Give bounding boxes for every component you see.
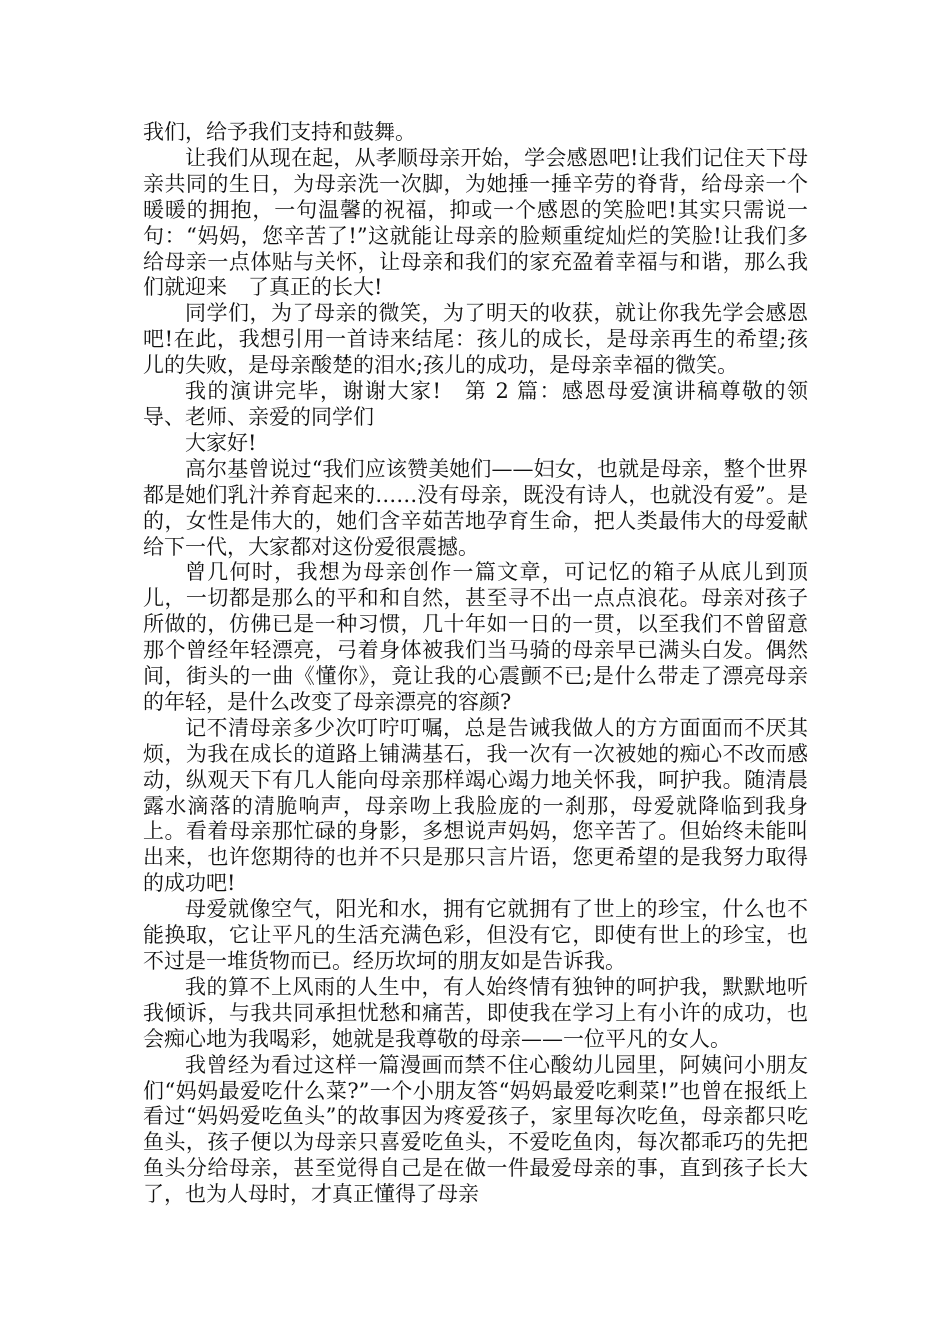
paragraph: 高尔基曾说过“我们应该赞美她们——妇女，也就是母亲，整个世界都是她们乳汁养育起来的……没有母亲，既没有诗人，也就没有爱”。是的，女性是伟大的，她们含辛茹苦地孕育生命，把人类最伟大的母爱献给下一代，大家都对这份爱很震撼。 <box>143 456 808 559</box>
paragraph-continuation: 我们，给予我们支持和鼓舞。 <box>143 120 416 144</box>
document-body <box>143 120 808 1208</box>
paragraph: 母爱就像空气，阳光和水，拥有它就拥有了世上的珍宝，什么也不能换取，它让平凡的生活充满色彩，但没有它，即使有世上的珍宝，也不过是一堆货物而已。经历坎坷的朋友如是告诉我。 <box>143 897 808 973</box>
paragraph: 同学们，为了母亲的微笑，为了明天的收获，就让你我先学会感恩吧!在此，我想引用一首诗来结尾：孩儿的成长，是母亲再生的希望;孩儿的失败，是母亲酸楚的泪水;孩儿的成功，是母亲幸福的微笑。 <box>143 301 808 378</box>
paragraph-greeting: 大家好! <box>185 430 257 455</box>
paragraph: 曾几何时，我想为母亲创作一篇文章，可记忆的箱子从底儿到顶儿，一切都是那么的平和和自然，甚至寻不出一点点浪花。母亲对孩子所做的，仿佛已是一种习惯，几十年如一日的一贯，以至我们不曾留意那个曾经年轻漂亮，弓着身体被我们当马骑的母亲早已满头白发。偶然间，街头的一曲《懂你》，竟让我的心震颤不已;是什么带走了漂亮母亲的年轻，是什么改变了母亲漂亮的容颜? <box>143 560 808 714</box>
paragraph-section-heading: 我的演讲完毕，谢谢大家! 第 2 篇：感恩母爱演讲稿尊敬的领导、老师、亲爱的同学们 <box>143 379 808 429</box>
paragraph: 我曾经为看过这样一篇漫画而禁不住心酸幼儿园里，阿姨问小朋友们“妈妈最爱吃什么菜?”一个小朋友答“妈妈最爱吃剩菜!”也曾在报纸上看过“妈妈爱吃鱼头”的故事因为疼爱孩子，家里每次吃鱼，母亲都只吃鱼头，孩子便以为母亲只喜爱吃鱼头，不爱吃鱼肉，每次都乖巧的先把鱼头分给母亲，甚至觉得自己是在做一件最爱母亲的事，直到孩子长大了，也为人母时，才真正懂得了母亲 <box>143 1052 808 1207</box>
paragraph: 记不清母亲多少次叮咛叮嘱，总是告诫我做人的方方面面而不厌其烦，为我在成长的道路上铺满基石，我一次有一次被她的痴心不改而感动，纵观天下有几人能向母亲那样竭心竭力地关怀我，呵护我。随清晨露水滴落的清脆响声，母亲吻上我脸庞的一刹那，母爱就降临到我身上。看着母亲那忙碌的身影，多想说声妈妈，您辛苦了。但始终未能叫出来，也许您期待的也并不只是那只言片语，您更希望的是我努力取得的成功吧! <box>143 715 808 896</box>
paragraph: 我的算不上风雨的人生中，有人始终情有独钟的呵护我，默默地听我倾诉，与我共同承担忧愁和痛苦，即使我在学习上有小许的成功，也会痴心地为我喝彩，她就是我尊敬的母亲——一位平凡的女人。 <box>143 974 808 1051</box>
paragraph: 让我们从现在起，从孝顺母亲开始，学会感恩吧!让我们记住天下母亲共同的生日，为母亲洗一次脚，为她捶一捶辛劳的脊背，给母亲一个暖暖的拥抱，一句温馨的祝福，抑或一个感恩的笑脸吧!其实只需说一句：“妈妈，您辛苦了!”这就能让母亲的脸颊重绽灿烂的笑脸!让我们多给母亲一点体贴与关怀，让母亲和我们的家充盈着幸福与和谐，那么我们就迎来 了真正的长大! <box>143 145 808 300</box>
